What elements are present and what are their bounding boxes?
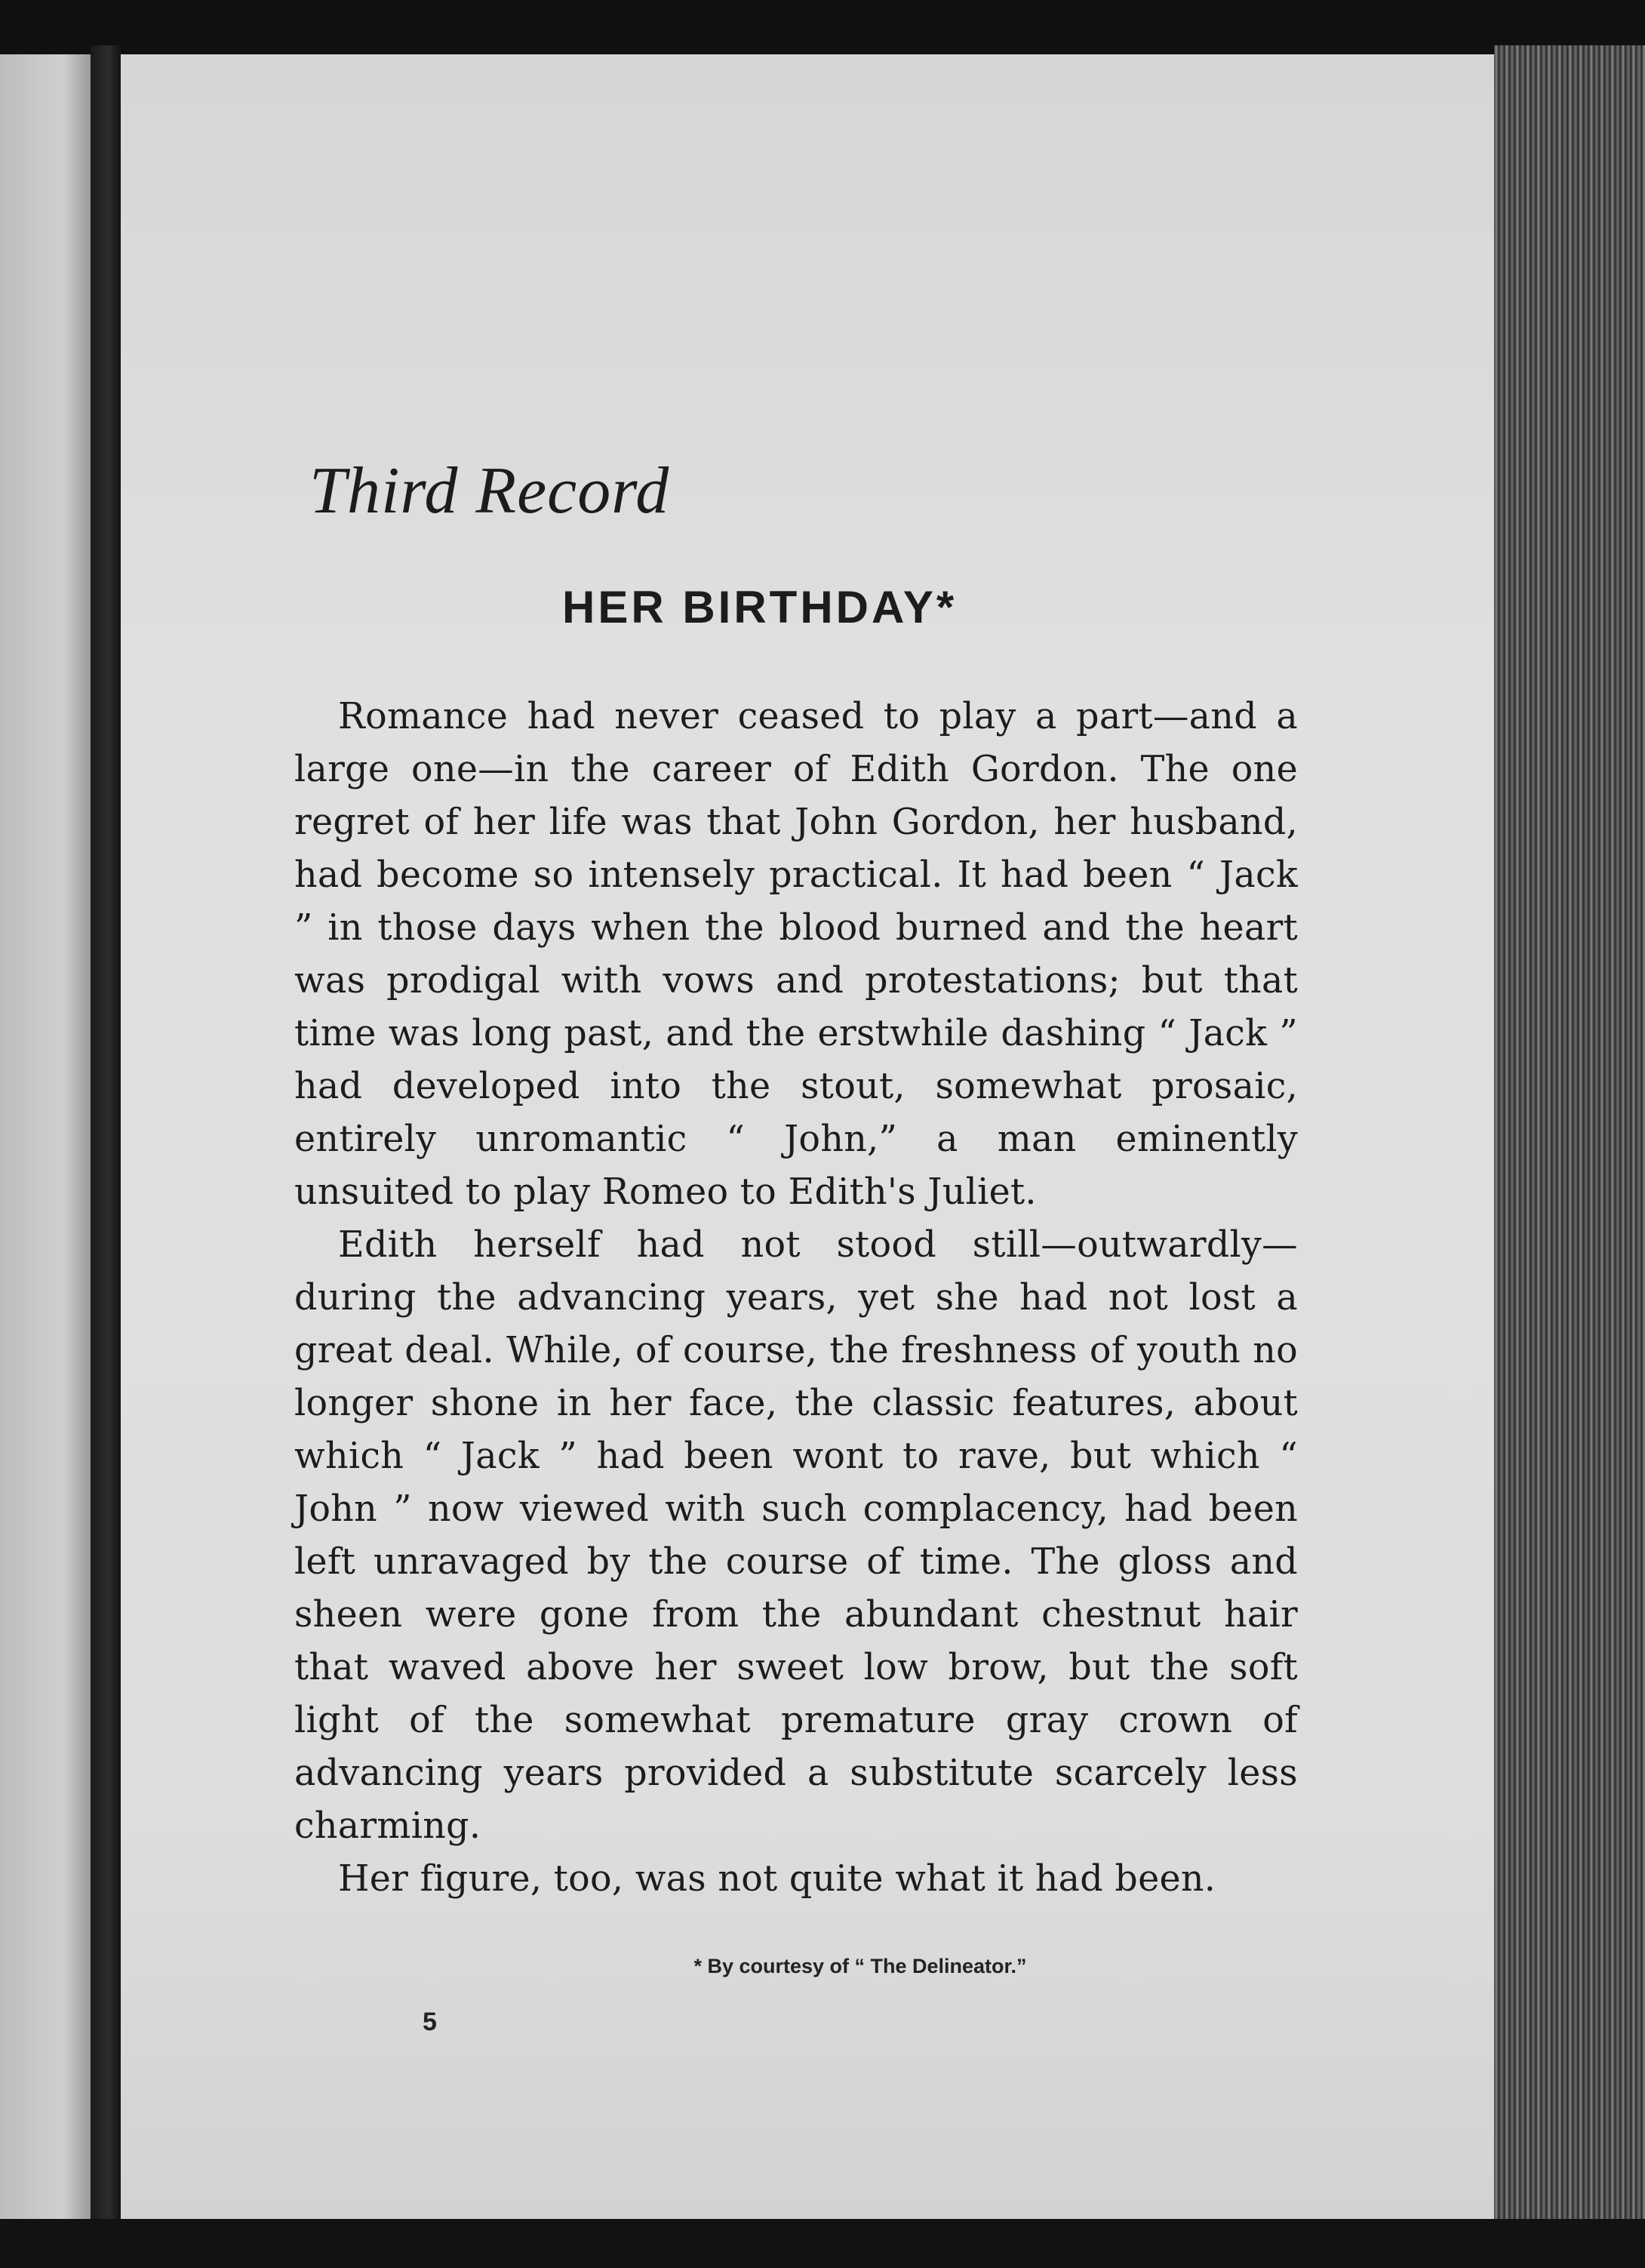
record-heading: Third Record <box>309 454 670 528</box>
body-text <box>294 691 1298 1906</box>
book-gutter <box>91 45 121 2238</box>
scan-top-border <box>0 0 1645 54</box>
page-block-edges <box>1494 45 1645 2226</box>
scan-bottom-border <box>0 2219 1645 2268</box>
facing-page-edge <box>0 54 91 2228</box>
page-number: 5 <box>423 2008 437 2036</box>
paragraph: Edith herself had not stood still—outwardly—during the advancing years, yet she had not lost a great deal. While, of course, the freshness of youth no longer shone in her face, the classic features, about which “ Jack ” had been wont to rave, but which “ John ” now viewed with such complacency, had been left unravaged by the course of time. The gloss and sheen were gone from the abundant chestnut hair that waved above her sweet low brow, but the soft light of the somewhat premature gray crown of advancing years provided a substitute scarcely less charming. <box>294 1224 1298 1847</box>
paragraph: Her figure, too, was not quite what it had been. <box>338 1858 1216 1900</box>
chapter-title: HER BIRTHDAY* <box>562 582 958 632</box>
paragraph: Romance had never ceased to play a part—and a large one—in the career of Edith Gordon. The one regret of her life was that John Gordon, her husband, had become so intensely practical. It had been “ Jack ” in those days when the blood burned and the heart was prodigal with vows and protestations; but that time was long past, and the erstwhile dashing “ Jack ” had developed into the stout, somewhat prosaic, entirely unromantic “ John,” a man eminently unsuited to play Romeo to Edith's Juliet. <box>294 696 1298 1213</box>
footnote: * By courtesy of “ The Delineator.” <box>693 1955 1027 1977</box>
